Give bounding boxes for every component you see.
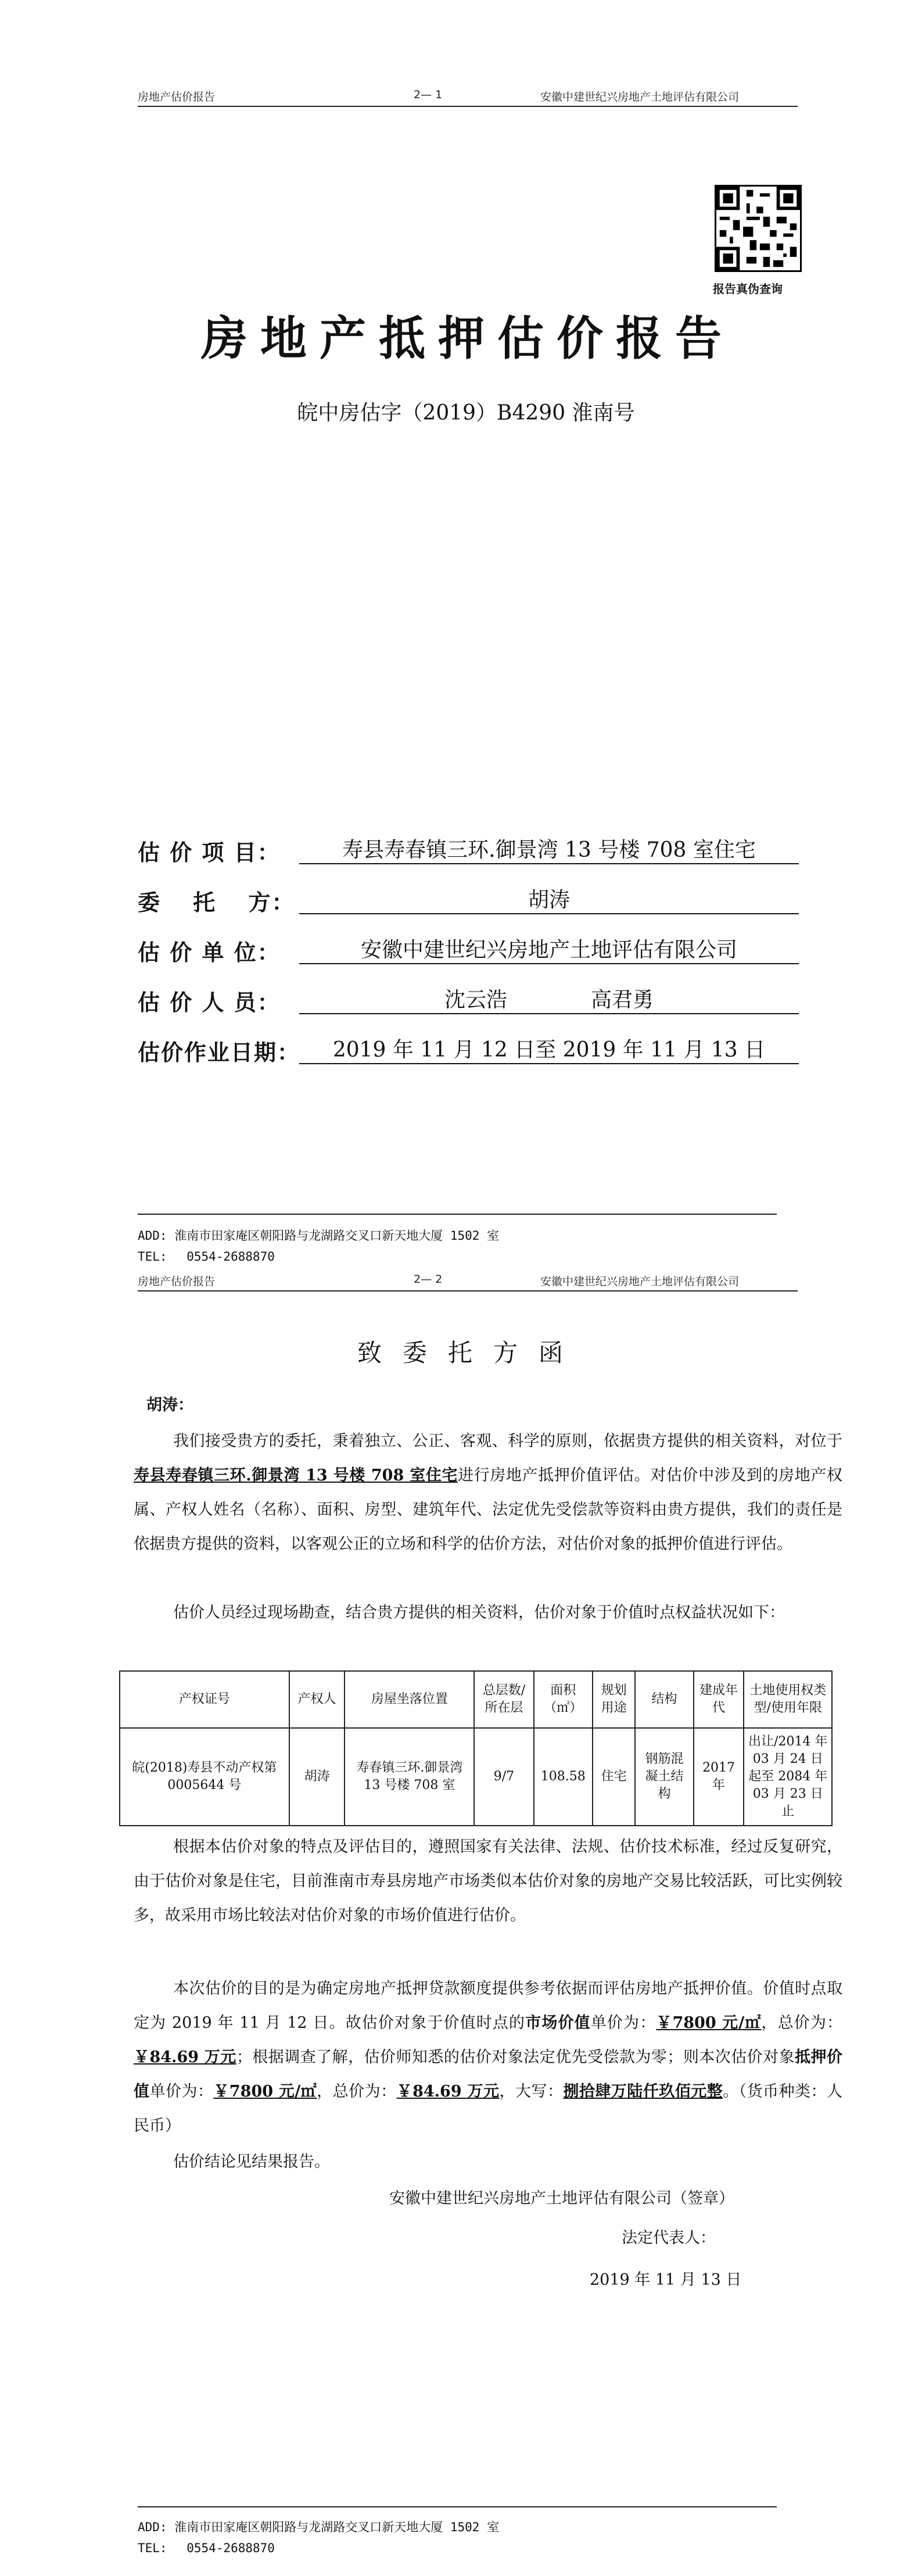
table-cell: 108.58: [534, 1728, 593, 1826]
letter-salutation: 胡涛：: [146, 1396, 193, 1414]
report-ref-number: 皖中房估字（2019）B4290 淮南号: [297, 401, 635, 425]
letter-paragraph-4: 本次估价的目的是为确定房地产抵押贷款额度提供参考依据而评估房地产抵押价值。价值时点取定为 2019 年 11 月 12 日。故估价对象于价值时点的市场价值单价为：￥7800 元/㎡，总价为：￥84.69 万元；根据调查了解，估价师知悉的估价对象法定优先受偿款为零；则本次估价对象抵押价值单价为：￥7800 元/㎡，总价为：￥84.69 万元，大写：捌拾肆万陆仟玖佰元整。（货币种类：人民币）: [134, 1980, 843, 2135]
field-value-appraiser-unit: 安徽中建世纪兴房地产土地评估有限公司: [299, 933, 799, 964]
letter-title: 致委托方函: [357, 1339, 584, 1367]
letter-paragraph-3: 根据本估价对象的特点及评估目的，遵照国家有关法律、法规、估价技术标准，经过反复研究，由于估价对象是住宅，目前淮南市寿县房地产市场类似本估价对象的房地产交易比较活跃，可比实例较多，故采用市场比较法对估价对象的市场价值进行估价。: [134, 1838, 842, 1924]
qr-code-icon: [716, 187, 800, 270]
field-value-work-date: 2019 年 11 月 12 日至 2019 年 11 月 13 日: [299, 1033, 799, 1064]
table-header-cell: 规划用途: [593, 1671, 635, 1728]
table-cell: 住宅: [593, 1728, 635, 1826]
letter-paragraph-1: 我们接受贵方的委托，秉着独立、公正、客观、科学的原则，依据贵方提供的相关资料，对位于寿县寿春镇三环.御景湾 13 号楼 708 室住宅进行房地产抵押价值评估。对估价中涉及到的房地产权属、产权人姓名（名称）、面积、房型、建筑年代、法定优先受偿款等资料由贵方提供，我们的责任是依据贵方提供的资料，以客观公正的立场和科学的估价方法，对估价对象的抵押价值进行评估。: [134, 1432, 843, 1553]
table-cell: 胡涛: [289, 1728, 345, 1826]
footer-address-2: ADD: 淮南市田家庵区朝阳路与龙湖路交叉口新天地大厦 1502 室: [138, 2520, 500, 2534]
table-cell: 9/7: [474, 1728, 533, 1826]
table-header-cell: 结构: [635, 1671, 693, 1728]
table-header-cell: 土地使用权类型/使用年限: [744, 1671, 832, 1728]
table-header-cell: 产权人: [289, 1671, 345, 1728]
letter-paragraph-5: 估价结论见结果报告。: [173, 2153, 330, 2171]
letter-paragraph-2: 估价人员经过现场勘查，结合贵方提供的相关资料，估价对象于价值时点权益状况如下：: [173, 1604, 785, 1622]
table-cell: 出让/2014 年 03 月 24 日起至 2084 年 03 月 23 日止: [744, 1728, 832, 1826]
footer-tel: TEL: 0554-2688870: [138, 1250, 275, 1264]
table-header-cell: 总层数/所在层: [474, 1671, 533, 1728]
table-cell: 皖(2018)寿县不动产权第 0005644 号: [120, 1728, 289, 1826]
table-header-row: [120, 1671, 832, 1728]
signature-representative: 法定代表人：: [622, 2229, 716, 2247]
field-value-client: 胡涛: [299, 883, 799, 914]
table-cell: 寿春镇三环.御景湾 13 号楼 708 室: [345, 1728, 474, 1826]
footer-rule-2: [138, 2506, 777, 2507]
qr-caption: 报告真伪查询: [713, 282, 783, 296]
field-label-work-date: 估价作业日期：: [138, 1039, 301, 1065]
table-header-cell: 面积（㎡）: [534, 1671, 593, 1728]
signature-date: 2019 年 11 月 13 日: [590, 2271, 742, 2289]
table-header-cell: 产权证号: [120, 1671, 289, 1728]
table-row: [120, 1728, 832, 1826]
field-label-project: 估 价 项 目：: [138, 839, 281, 865]
header-page-number-2: 2— 2: [414, 1273, 443, 1286]
header-left-2: 房地产估价报告: [138, 1275, 216, 1288]
table-cell: 钢筋混凝土结构: [635, 1728, 693, 1826]
qr-code[interactable]: [715, 185, 802, 272]
field-label-appraisers: 估 价 人 员：: [138, 989, 281, 1015]
header-rule-2: [138, 1290, 798, 1291]
table-header-cell: 建成年代: [694, 1671, 744, 1728]
header-page-number: 2— 1: [414, 88, 443, 101]
footer-tel-2: TEL: 0554-2688870: [138, 2541, 275, 2555]
field-label-client: 委 托 方：: [138, 889, 295, 915]
header-rule: [138, 106, 798, 107]
header-right: 安徽中建世纪兴房地产土地评估有限公司: [540, 91, 740, 103]
property-table: [119, 1670, 833, 1826]
header-right-2: 安徽中建世纪兴房地产土地评估有限公司: [540, 1275, 740, 1288]
header-left: 房地产估价报告: [138, 91, 216, 103]
table-header-cell: 房屋坐落位置: [345, 1671, 474, 1728]
footer-address: ADD: 淮南市田家庵区朝阳路与龙湖路交叉口新天地大厦 1502 室: [138, 1229, 500, 1243]
report-title: 房地产抵押估价报告: [201, 311, 734, 366]
signature-company: 安徽中建世纪兴房地产土地评估有限公司（签章）: [389, 2189, 734, 2208]
table-cell: 2017 年: [694, 1728, 744, 1826]
field-label-appraiser-unit: 估 价 单 位：: [138, 939, 281, 965]
footer-rule: [138, 1214, 777, 1215]
field-value-appraisers: 沈云浩 高君勇: [299, 983, 799, 1014]
field-value-project: 寿县寿春镇三环.御景湾 13 号楼 708 室住宅: [299, 833, 799, 864]
